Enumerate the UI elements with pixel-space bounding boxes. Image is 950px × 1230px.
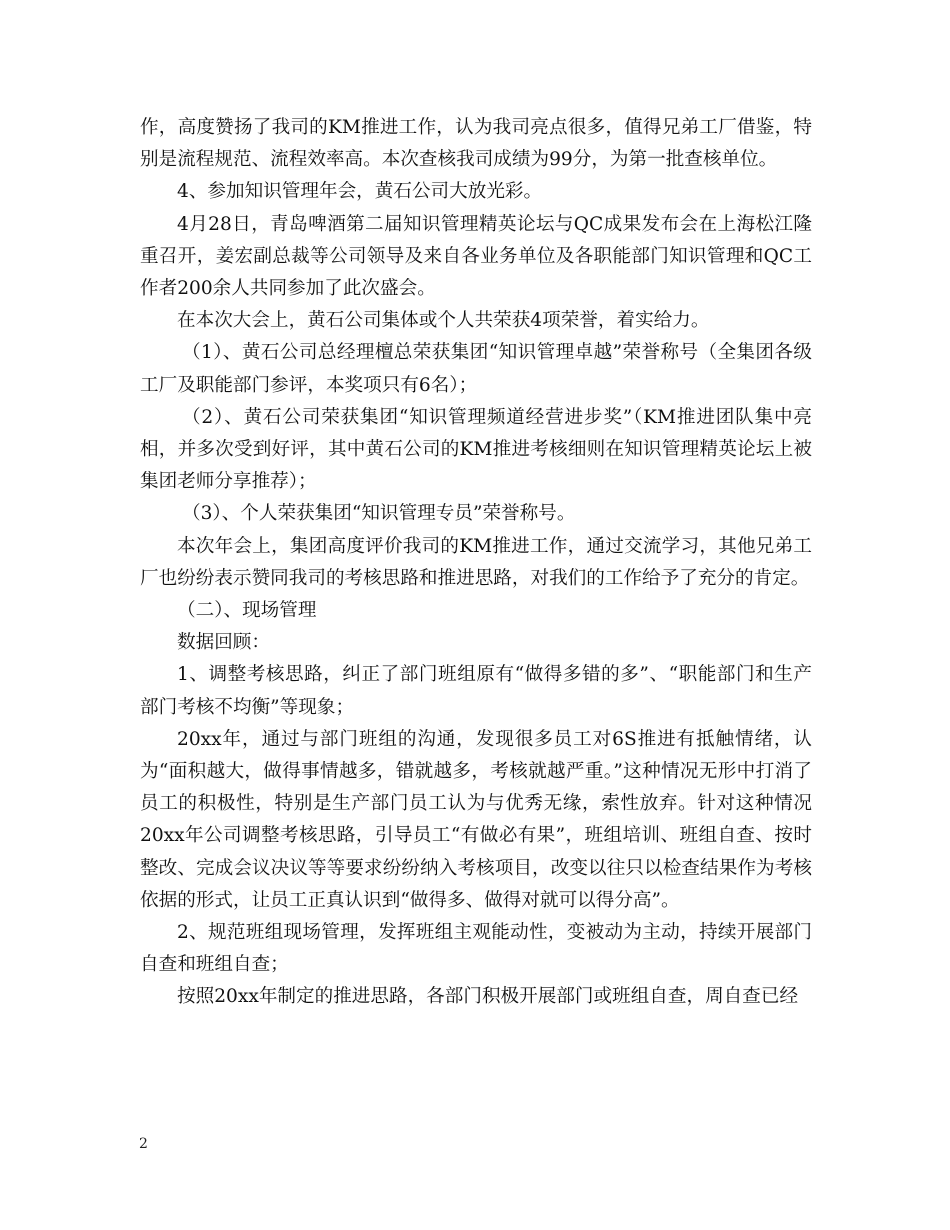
paragraph: 2、规范班组现场管理，发挥班组主观能动性，变被动为主动，持续开展部门自查和班组自查； — [140, 922, 812, 976]
paragraph: （3）、个人荣获集团“知识管理专员”荣誉称号。 — [182, 503, 576, 525]
paragraph: 作，高度赞扬了我司的KM推进工作，认为我司亮点很多，值得兄弟工厂借鉴，特别是流程规范、流程效率高。本次查核我司成绩为99分，为第一批查核单位。 — [140, 117, 812, 171]
paragraph: （1）、黄石公司总经理檀总荣获集团“知识管理卓越”荣誉称号（全集团各级工厂及职能部门参评，本奖项只有6名）； — [140, 342, 812, 396]
paragraph: （2）、黄石公司荣获集团“知识管理频道经营进步奖”（KM推进团队集中亮相，并多次受到好评，其中黄石公司的KM推进考核细则在知识管理精英论坛上被集团老师分享推荐）； — [140, 406, 812, 493]
paragraph: 本次年会上，集团高度评价我司的KM推进工作，通过交流学习，其他兄弟工厂也纷纷表示赞同我司的考核思路和推进思路，对我们的工作给予了充分的肯定。 — [140, 535, 812, 589]
section-heading: （二）、现场管理 — [177, 600, 317, 622]
paragraph: 4月28日，青岛啤酒第二届知识管理精英论坛与QC成果发布会在上海松江隆重召开，姜宏副总裁等公司领导及来自各业务单位及各职能部门知识管理和QC工作者200余人共同参加了此次盛会。 — [140, 213, 812, 300]
paragraph: 在本次大会上，黄石公司集体或个人共荣获4项荣誉，着实给力。 — [177, 310, 710, 332]
paragraph: 4、参加知识管理年会，黄石公司大放光彩。 — [177, 181, 543, 203]
paragraph: 按照20xx年制定的推进思路，各部门积极开展部门或班组自查，周自查已经 — [177, 986, 799, 1008]
body-text — [140, 112, 812, 1014]
paragraph: 1、调整考核思路，纠正了部门班组原有“做得多错的多”、“职能部门和生产部门考核不均衡”等现象； — [140, 664, 812, 718]
page-number: 2 — [139, 1136, 148, 1152]
paragraph: 20xx年，通过与部门班组的沟通，发现很多员工对6S推进有抵触情绪，认为“面积越大，做得事情越多，错就越多，考核就越严重。”这种情况无形中打消了员工的积极性，特别是生产部门员工认为与优秀无缘，索性放弃。针对这种情况20xx年公司调整考核思路，引导员工“有做必有果”，班组培训、班组自查、按时整改、完成会议决议等等要求纷纷纳入考核项目，改变以往只以检查结果作为考核依据的形式，让员工正真认识到“做得多、做得对就可以得分高”。 — [140, 728, 812, 911]
paragraph: 数据回顾： — [177, 632, 270, 654]
